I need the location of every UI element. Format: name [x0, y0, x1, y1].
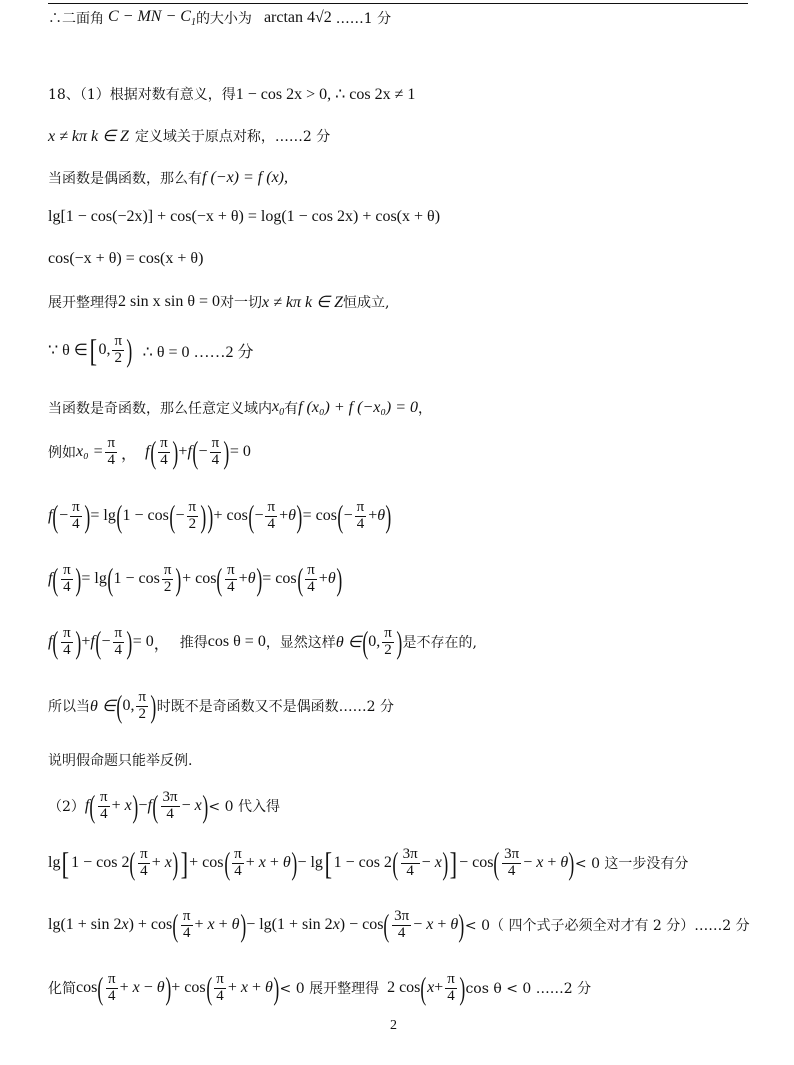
- text: cos θ < 0 ……2 分: [465, 981, 592, 998]
- bracket: [: [89, 332, 97, 369]
- math: f (x₀) + f (−x₀) = 0: [298, 399, 419, 417]
- text: 时既不是奇函数又不是偶函数……2 分: [156, 699, 395, 716]
- text: 说明假命题只能举反例.: [48, 753, 193, 769]
- math: x₀ =: [76, 443, 104, 461]
- sum-zero-line: f ( $\frac{\pi}{4}$ ) + f ( − $\frac{\pi}{4}$ ) = 0 ， 推得 cos θ = 0 ，显然这样 θ ∈ ( 0, $\frac{\pi}{2}$ ) 是不存在的,: [48, 624, 477, 661]
- text: 当函数是奇函数，那么任意定义域内: [48, 401, 272, 418]
- text: 是不存在的,: [402, 635, 477, 652]
- fraction-pi-over-2: $\frac{\pi}{2}$: [114, 333, 123, 366]
- math: ∵ θ ∈: [48, 342, 88, 360]
- text: ∴二面角: [48, 11, 104, 28]
- fraction: $\frac{\pi}{4}$: [211, 435, 220, 468]
- math: lg[1 − cos(−2x)] + cos(−x + θ) = log(1 − cos 2x) + cos(x + θ): [48, 208, 441, 225]
- cos-equation: [48, 250, 203, 268]
- text: < 0 这一步没有分: [574, 856, 689, 873]
- expand-line: [48, 292, 389, 312]
- math-arctan: arctan 4√2: [263, 9, 332, 27]
- text: 化简: [48, 981, 76, 998]
- text: ，: [418, 401, 433, 418]
- math: = 0: [229, 443, 251, 461]
- math: cos θ = 0: [207, 633, 266, 651]
- math: θ ∈: [90, 698, 116, 716]
- math: θ ∈: [335, 634, 362, 652]
- text: 例如: [48, 445, 76, 462]
- text: 有: [284, 401, 299, 418]
- page-number: 2: [390, 1018, 397, 1033]
- text: 对一切: [220, 295, 263, 311]
- math: $x_0$: [272, 398, 285, 419]
- math: f (−x) = f (x),: [202, 169, 288, 186]
- conclusion-neither: 所以当 θ ∈ ( 0, $\frac{\pi}{2}$ ) 时既不是奇函数又不是偶函数……2 分: [48, 688, 395, 725]
- text: 恒成立,: [342, 295, 390, 311]
- substitution-line: lg [ 1 − cos 2 ( $\frac{\pi}{4}$ + x ) ] + cos ( $\frac{\pi}{4}$ + x + θ ) − lg [ 1 − cos 2 ( $\frac{3\pi}{4}$ − x ) ] − cos ( $\frac{3\pi}{4}$ − x + θ ) < 0 这一步没有分: [48, 845, 689, 882]
- text: 推得: [179, 635, 208, 652]
- fraction: $\frac{\pi}{4}$: [160, 435, 168, 468]
- math: x ≠ kπ k ∈ Z: [262, 294, 343, 311]
- simplify-line: 化简 cos ( $\frac{\pi}{4}$ + x − θ ) + cos ( $\frac{\pi}{4}$ + x + θ ) < 0 展开整理得 2 cos ( x + $\frac{\pi}{4}$ ) cos θ < 0 ……2 分: [48, 970, 592, 1007]
- fraction: $\frac{\pi}{4}$: [107, 435, 116, 468]
- part2-line: （2） f ( $\frac{\pi}{4}$ + x ) − f ( $\frac{3\pi}{4}$ − x ) < 0 代入得: [48, 788, 280, 825]
- math: ∴ θ = 0 ……2 分: [142, 343, 254, 361]
- text: （2）: [48, 799, 85, 816]
- text: < 0 展开整理得: [279, 981, 380, 998]
- math: x ≠ kπ k ∈ Z: [48, 128, 129, 145]
- math: 0,: [98, 341, 111, 359]
- odd-case-line: [48, 398, 432, 418]
- conclusion-line: [48, 8, 391, 28]
- f-minus-pi4-equation: f ( − $\frac{\pi}{4}$ ) = lg ( 1 − cos ( − $\frac{\pi}{2}$ ) ) + cos ( − $\frac{\pi}{4}$ + θ ) = cos ( − $\frac{\pi}{4}$ + θ ): [48, 498, 392, 535]
- text: 定义域关于原点对称，……2 分: [134, 129, 331, 145]
- sin-substitution-line: lg(1 + sin 2x) + cos ( $\frac{\pi}{4}$ + x + θ ) − lg(1 + sin 2x) − cos ( $\frac{3\pi}{4}$ − x + θ ) < 0（ 四个式子必须全对才有 2 分）……2 分: [48, 907, 750, 944]
- note-line: [48, 750, 192, 770]
- top-rule: [48, 3, 748, 4]
- even-equation: [48, 208, 440, 226]
- paren: ): [126, 332, 133, 369]
- text: < 0（ 四个式子必须全对才有 2 分）……2 分: [464, 918, 750, 935]
- math: 2 sin x sin θ = 0: [118, 293, 221, 310]
- math-dihedral: C − MN − $C_1$: [108, 8, 196, 29]
- score: ……1 分: [335, 11, 392, 28]
- math: 1 − cos 2x > 0, ∴ cos 2x ≠ 1: [235, 86, 416, 103]
- text: ，显然这样: [265, 635, 336, 652]
- text: < 0 代入得: [208, 799, 280, 816]
- problem-18-head: [48, 84, 415, 104]
- math: cos(−x + θ) = cos(x + θ): [48, 250, 204, 267]
- even-case-line: [48, 168, 288, 188]
- theta-range-line: [48, 334, 254, 367]
- text: 当函数是偶函数，那么有: [48, 171, 202, 187]
- text: 18、（1）根据对数有意义，得: [48, 87, 236, 103]
- example-line: 例如 x₀ = $\frac{\pi}{4}$ ， f ( $\frac{\pi}{4}$ ) + f ( − $\frac{\pi}{4}$ ) = 0: [48, 434, 251, 471]
- f-pi4-equation: f ( $\frac{\pi}{4}$ ) = lg ( 1 − cos $\frac{\pi}{2}$ ) + cos ( $\frac{\pi}{4}$ + θ ) = cos ( $\frac{\pi}{4}$ + θ ): [48, 561, 342, 598]
- text: 的大小为: [195, 11, 252, 28]
- text: 所以当: [48, 699, 90, 716]
- domain-line: [48, 126, 330, 146]
- text: 展开整理得: [48, 295, 118, 311]
